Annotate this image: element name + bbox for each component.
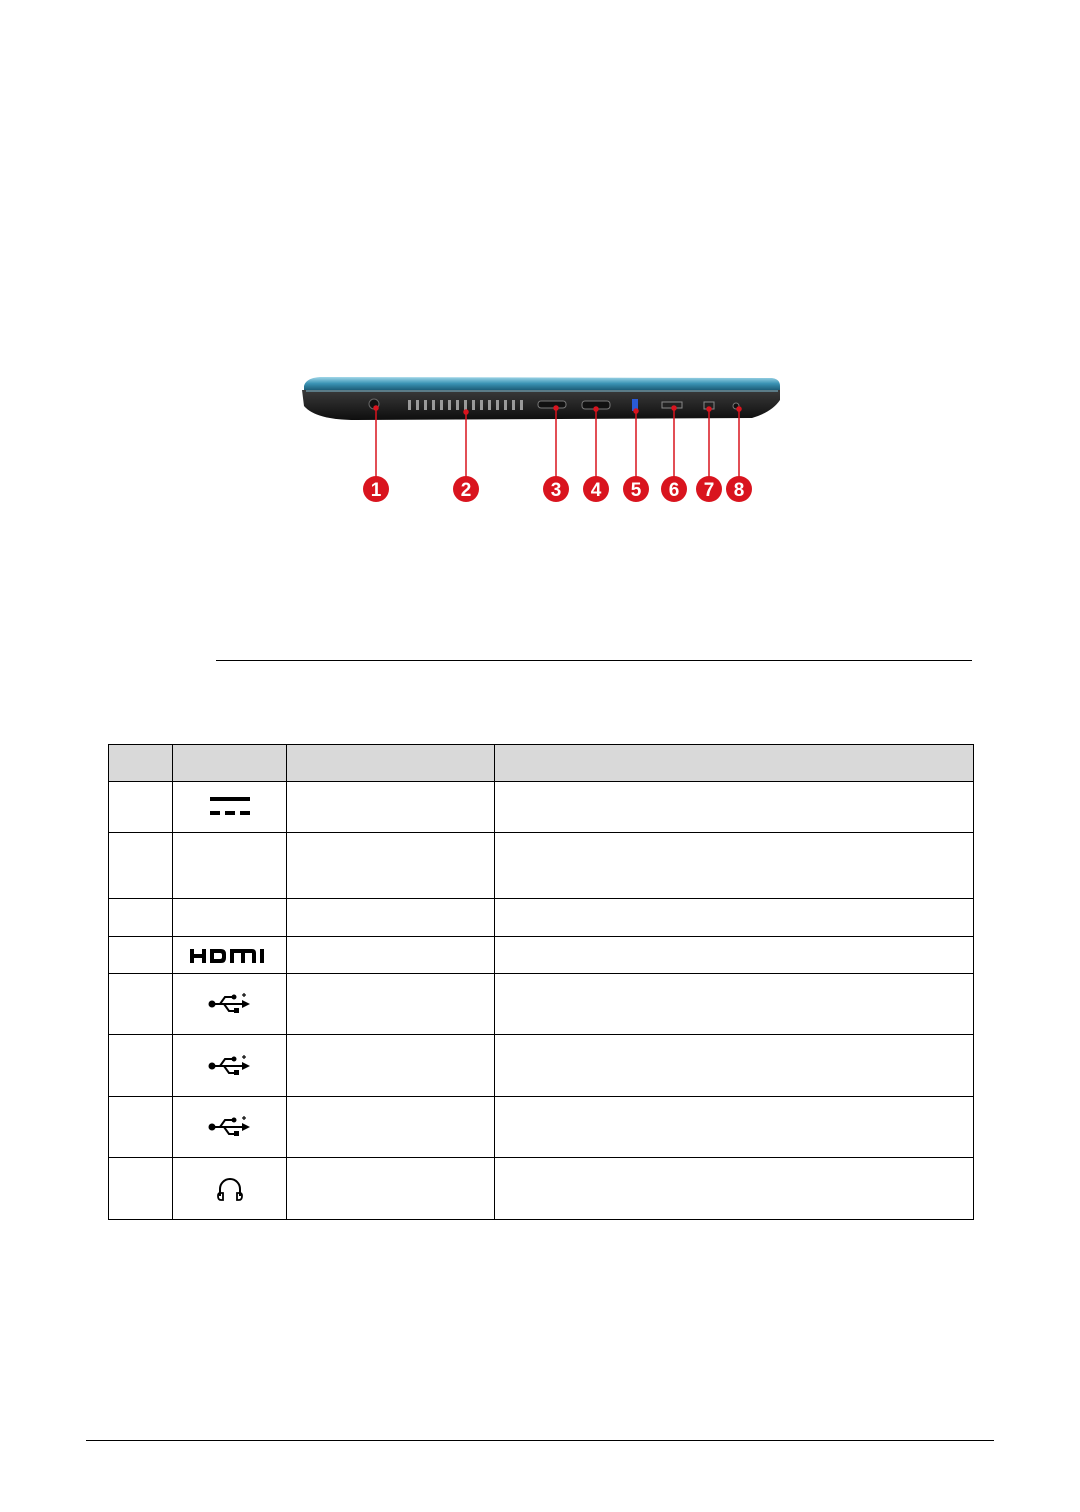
callouts xyxy=(363,476,752,502)
row-number xyxy=(109,1097,173,1158)
dc-in-icon xyxy=(209,793,251,821)
row-description xyxy=(495,1158,974,1220)
callout-1 xyxy=(363,476,389,502)
table-row xyxy=(109,937,974,974)
row-item xyxy=(287,974,495,1035)
svg-text:2: 2 xyxy=(460,480,472,501)
callout-6 xyxy=(661,476,687,502)
row-icon-cell xyxy=(173,1035,287,1097)
header-no xyxy=(109,745,173,782)
svg-text:5: 5 xyxy=(630,480,642,501)
laptop-side-view-figure xyxy=(296,360,796,520)
row-description xyxy=(495,974,974,1035)
svg-text:1: 1 xyxy=(370,480,382,501)
row-item xyxy=(287,1158,495,1220)
row-item xyxy=(287,833,495,899)
table-row xyxy=(109,1158,974,1220)
callout-8 xyxy=(726,476,752,502)
table-row xyxy=(109,833,974,899)
table-header-row xyxy=(109,745,974,782)
callout-2 xyxy=(453,476,479,502)
headphones-icon xyxy=(215,1174,245,1204)
row-number xyxy=(109,833,173,899)
table-row xyxy=(109,974,974,1035)
row-item xyxy=(287,1035,495,1097)
row-description xyxy=(495,1097,974,1158)
hdmi-icon xyxy=(190,948,270,964)
table-row xyxy=(109,782,974,833)
row-icon-cell xyxy=(173,833,287,899)
callout-7 xyxy=(696,476,722,502)
row-icon-cell xyxy=(173,782,287,833)
svg-text:3: 3 xyxy=(550,480,562,501)
row-number xyxy=(109,937,173,974)
svg-text:4: 4 xyxy=(590,480,602,501)
callout-4 xyxy=(583,476,609,502)
row-item xyxy=(287,937,495,974)
footer-divider xyxy=(86,1440,994,1441)
header-icon xyxy=(173,745,287,782)
left-view-ports-table xyxy=(108,744,974,1220)
row-icon-cell xyxy=(173,937,287,974)
row-item xyxy=(287,782,495,833)
row-description xyxy=(495,899,974,937)
row-number xyxy=(109,1158,173,1220)
callout-5 xyxy=(623,476,649,502)
row-icon-cell xyxy=(173,1097,287,1158)
row-item xyxy=(287,1097,495,1158)
row-description xyxy=(495,782,974,833)
row-icon-cell xyxy=(173,1158,287,1220)
usb-icon xyxy=(208,1053,252,1079)
callout-3 xyxy=(543,476,569,502)
row-number xyxy=(109,1035,173,1097)
row-description xyxy=(495,833,974,899)
row-icon-cell xyxy=(173,974,287,1035)
svg-text:8: 8 xyxy=(733,480,745,501)
row-description xyxy=(495,1035,974,1097)
row-description xyxy=(495,937,974,974)
table-row xyxy=(109,1035,974,1097)
usb-icon xyxy=(208,991,252,1017)
section-divider xyxy=(216,660,972,661)
table-row xyxy=(109,899,974,937)
ventilation-grille xyxy=(408,400,523,410)
row-number xyxy=(109,782,173,833)
table-row xyxy=(109,1097,974,1158)
row-item xyxy=(287,899,495,937)
svg-text:6: 6 xyxy=(668,480,680,501)
row-icon-cell xyxy=(173,899,287,937)
header-item xyxy=(287,745,495,782)
usb-icon xyxy=(208,1114,252,1140)
row-number xyxy=(109,974,173,1035)
header-description xyxy=(495,745,974,782)
row-number xyxy=(109,899,173,937)
svg-text:7: 7 xyxy=(703,480,715,501)
